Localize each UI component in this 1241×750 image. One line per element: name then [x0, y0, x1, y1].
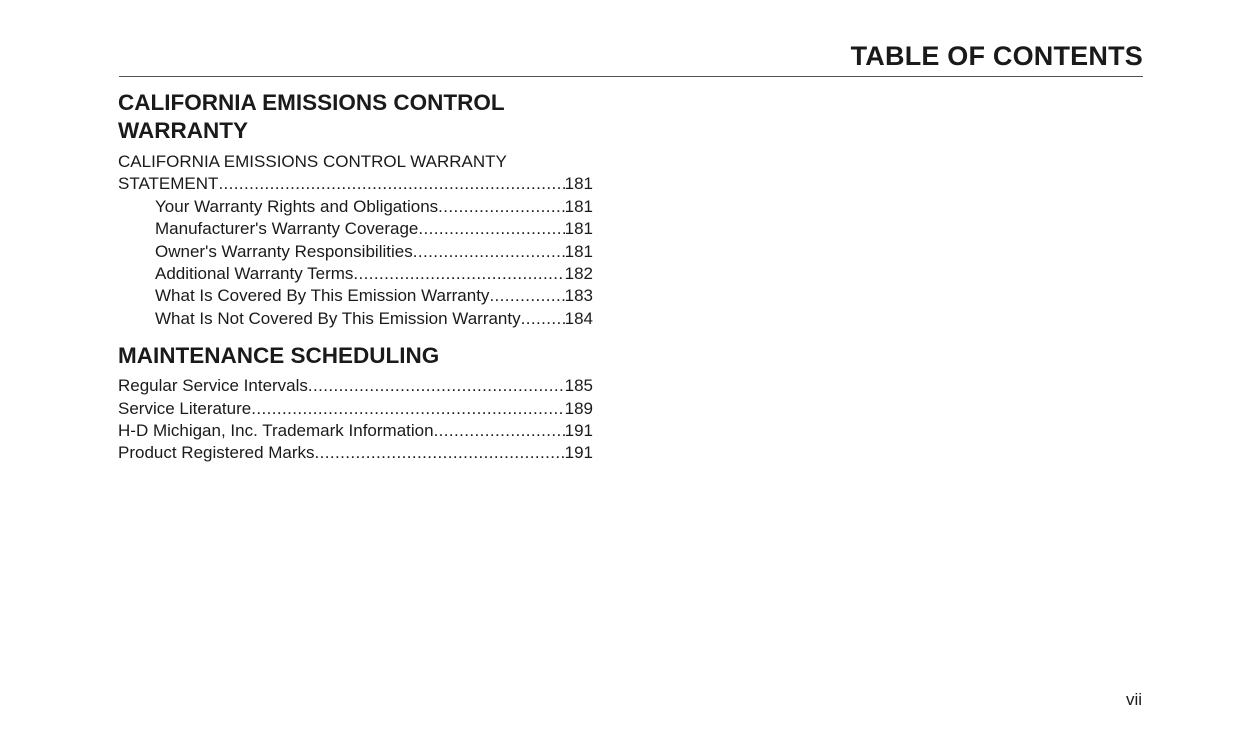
dot-leader [218, 173, 564, 195]
dot-leader [413, 241, 565, 263]
toc-entry-label: Service Literature [118, 398, 252, 418]
toc-entry-page-number: 184 [564, 308, 593, 328]
dot-leader [251, 398, 564, 420]
toc-entry-owner-responsibilities[interactable] [118, 241, 593, 263]
california-emissions-entry-list [118, 151, 593, 330]
toc-entry-page-number: 191 [564, 443, 593, 463]
toc-entry-page-number: 181 [564, 219, 593, 239]
toc-entry-label: Owner's Warranty Responsibilities [155, 241, 413, 261]
toc-entry-label: What Is Not Covered By This Emission Warranty [155, 308, 521, 328]
toc-entry-label: Manufacturer's Warranty Coverage [155, 219, 419, 239]
dot-leader [315, 442, 565, 464]
toc-entry-page-number: 191 [564, 421, 593, 441]
toc-entry-page-number: 182 [564, 264, 593, 284]
section-heading-california-emissions: CALIFORNIA EMISSIONS CONTROL WARRANTY [118, 90, 505, 143]
toc-entry-label-line1: CALIFORNIA EMISSIONS CONTROL WARRANTY [118, 152, 507, 171]
toc-entry-page-number: 183 [564, 286, 593, 306]
toc-entry-label: Product Registered Marks [118, 443, 315, 463]
toc-entry-label: What Is Covered By This Emission Warranty [155, 286, 490, 306]
dot-leader [489, 285, 564, 307]
toc-entry-service-literature[interactable] [118, 398, 593, 420]
toc-entry-page-number: 181 [564, 241, 593, 261]
toc-entry-label: Regular Service Intervals [118, 376, 308, 396]
toc-entry-regular-service[interactable] [118, 375, 593, 397]
toc-entry-page-number: 181 [564, 196, 593, 216]
dot-leader [418, 218, 564, 240]
toc-entry-warranty-rights[interactable] [118, 196, 593, 218]
section-heading-maintenance-scheduling: MAINTENANCE SCHEDULING [118, 343, 440, 369]
toc-entry-manufacturer-coverage[interactable] [118, 218, 593, 240]
maintenance-entry-list [118, 375, 593, 465]
toc-entry-label: Your Warranty Rights and Obligations [155, 196, 439, 216]
toc-entry-page-number: 185 [564, 376, 593, 396]
page-header [119, 38, 1143, 77]
toc-entry-label: Additional Warranty Terms [155, 264, 354, 284]
toc-entry-label: H-D Michigan, Inc. Trademark Information [118, 421, 434, 441]
dot-leader [308, 375, 565, 397]
page-title: TABLE OF CONTENTS [850, 41, 1143, 71]
dot-leader [438, 196, 564, 218]
dot-leader [434, 420, 565, 442]
toc-entry-warranty-statement[interactable] [118, 151, 593, 196]
toc-entry-what-is-covered[interactable] [118, 285, 593, 307]
toc-entry-additional-terms[interactable] [118, 263, 593, 285]
toc-entry-page-number: 189 [564, 398, 593, 418]
toc-entry-what-is-not-covered[interactable] [118, 308, 593, 330]
page-number: vii [1125, 690, 1142, 709]
toc-entry-page-number: 181 [564, 174, 593, 194]
toc-entry-registered-marks[interactable] [118, 442, 593, 464]
toc-entry-trademark-information[interactable] [118, 420, 593, 442]
toc-entry-label: STATEMENT [118, 174, 219, 194]
dot-leader [521, 308, 565, 330]
table-of-contents [118, 89, 593, 465]
dot-leader [353, 263, 564, 285]
